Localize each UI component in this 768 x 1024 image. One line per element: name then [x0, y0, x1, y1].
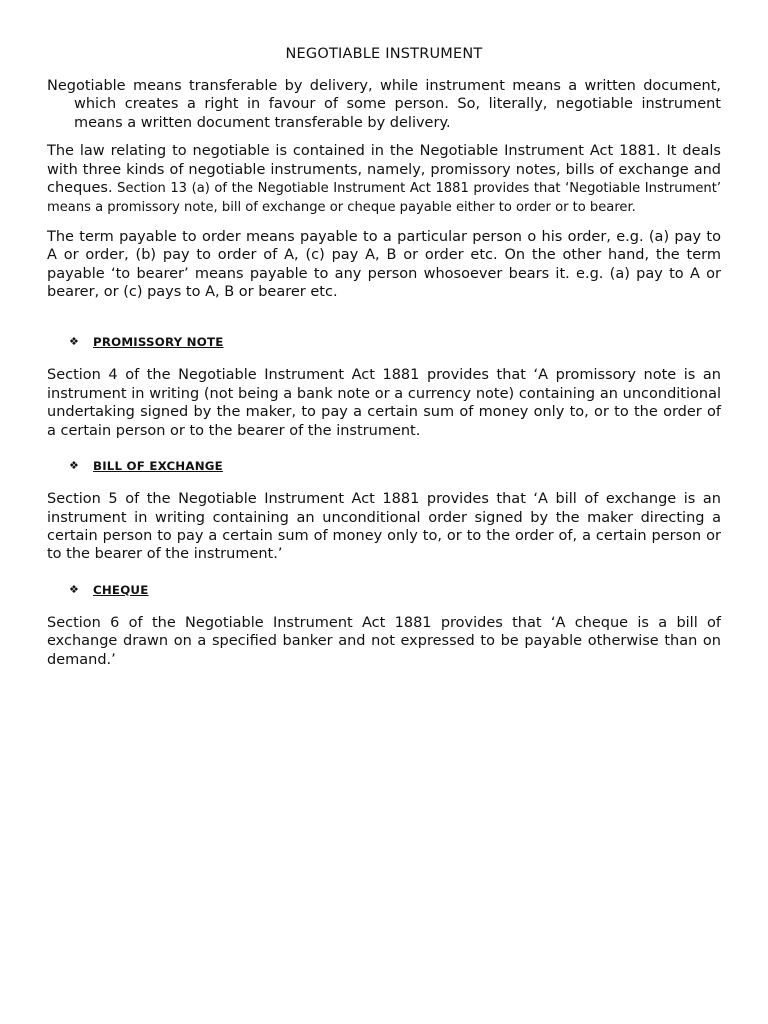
section-heading-cheque [47, 581, 721, 599]
cheque-paragraph: Section 6 of the Negotiable Instrument Act 1881 provides that ‘A cheque is a bill of exchange drawn on a specified banker and not expressed to be payable otherwise than on demand.’ [47, 614, 721, 668]
diamond-bullet-icon: ❖ [69, 582, 79, 596]
law-paragraph-section13: Section 13 (a) of the Negotiable Instrument Act 1881 provides that ‘Negotiable Instrument’ means a promissory note, bill of exchange or cheque payable either to order or to bearer. [47, 181, 721, 216]
heading-label: PROMISSORY NOTE [93, 335, 224, 350]
bill-of-exchange-paragraph: Section 5 of the Negotiable Instrument Act 1881 provides that ‘A bill of exchange is an instrument in writing containing an unconditional order signed by the maker directing a certain person to pay a certain sum of money only to, or to the order of, a certain person or to the bearer of the instrument.’ [47, 491, 721, 563]
law-paragraph [47, 142, 721, 218]
law-paragraph-main: The law relating to negotiable is contained in the Negotiable Instrument Act 1881. It deals with three kinds of negotiable instruments, namely, promissory notes, bills of exchange and cheques. [47, 143, 721, 197]
term-paragraph: The term payable to order means payable to a particular person o his order, e.g. (a) pay to A or order, (b) pay to order of A, (c) pay A, B or order etc. On the other hand, the term payable ‘to bearer’ means payable to any person whosoever bears it. e.g. (a) pay to A or bearer, or (c) pays to A, B or bearer etc. [47, 228, 721, 301]
intro-paragraph: Negotiable means transferable by delivery, while instrument means a written document, which creates a right in favour of some person. So, literally, negotiable instrument means a written document transferable by delivery. [47, 78, 721, 131]
section-heading-bill-of-exchange [47, 457, 721, 475]
heading-label: CHEQUE [93, 582, 149, 597]
document-page [47, 45, 721, 669]
promissory-note-paragraph: Section 4 of the Negotiable Instrument Act 1881 provides that ‘A promissory note is an instrument in writing (not being a bank note or a currency note) containing an unconditional undertaking signed by the maker, to pay a certain sum of money only to, or to the order of a certain person or to the bearer of the instrument. [47, 367, 721, 439]
diamond-bullet-icon: ❖ [69, 459, 79, 473]
document-title: NEGOTIABLE INSTRUMENT [285, 46, 483, 62]
diamond-bullet-icon: ❖ [69, 335, 79, 349]
section-heading-promissory-note [47, 333, 721, 351]
heading-label: BILL OF EXCHANGE [93, 459, 223, 474]
